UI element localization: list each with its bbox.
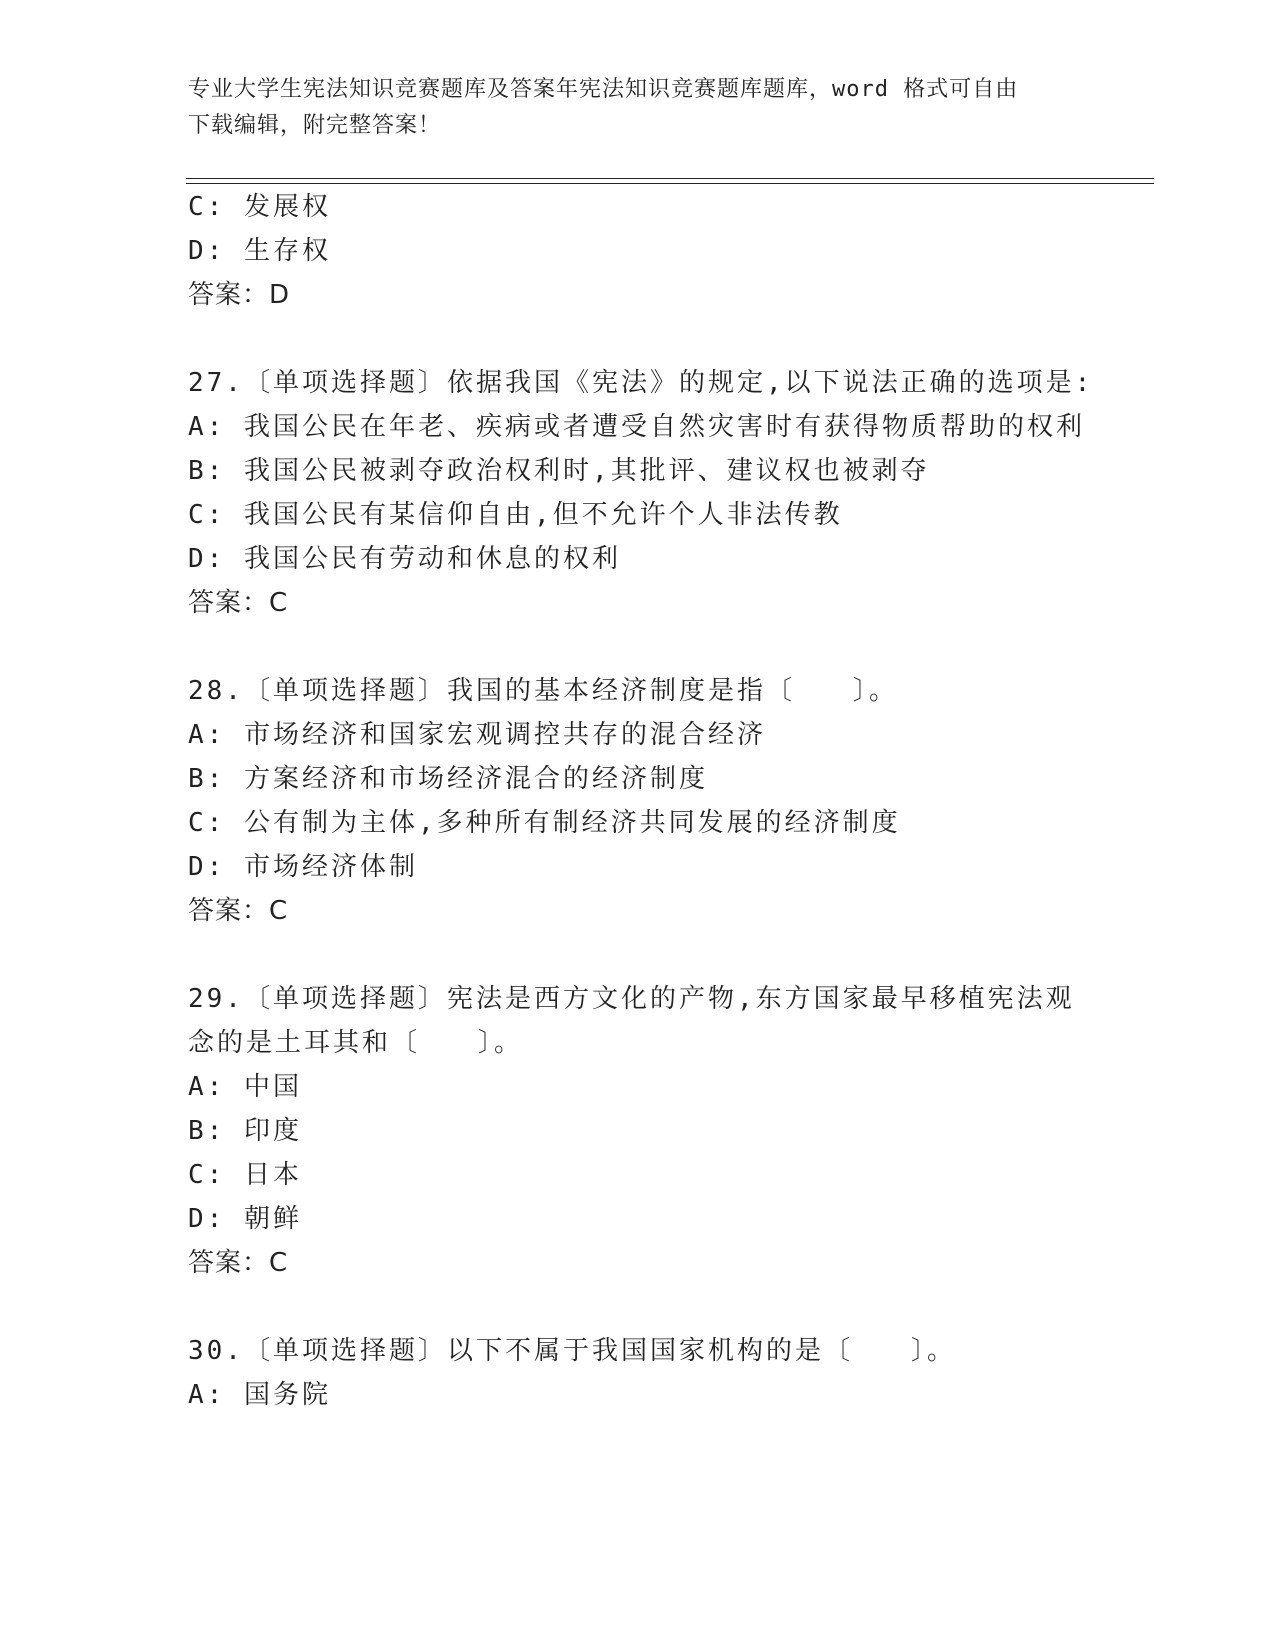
header-rule-top	[186, 178, 1154, 179]
answer: 答案：C	[188, 1248, 289, 1278]
option-c: C: 公有制为主体,多种所有制经济共同发展的经济制度	[188, 808, 901, 838]
option-a: A: 我国公民在年老、疾病或者遭受自然灾害时有获得物质帮助的权利	[188, 412, 1085, 442]
answer: 答案：D	[188, 280, 291, 310]
question-29-line-1: 29.〔单项选择题〕宪法是西方文化的产物,东方国家最早移植宪法观	[188, 984, 1075, 1014]
option-c: C: 我国公民有某信仰自由,但不允许个人非法传教	[188, 500, 843, 530]
header-line-1: 专业大学生宪法知识竞赛题库及答案年宪法知识竞赛题库题库，word 格式可自由	[188, 77, 1019, 102]
answer: 答案：C	[188, 896, 289, 926]
option-d: D: 朝鲜	[188, 1204, 302, 1234]
question-28: 28.〔单项选择题〕我国的基本经济制度是指〔 〕。	[188, 676, 898, 706]
header-line-2: 下载编辑，附完整答案！	[188, 113, 442, 138]
option-d: D: 生存权	[188, 236, 331, 266]
option-c: C: 日本	[188, 1160, 302, 1190]
question-30: 30.〔单项选择题〕以下不属于我国国家机构的是〔 〕。	[188, 1336, 956, 1366]
option-b: B: 印度	[188, 1116, 302, 1146]
option-d: D: 我国公民有劳动和休息的权利	[188, 544, 621, 574]
option-b: B: 方案经济和市场经济混合的经济制度	[188, 764, 708, 794]
question-29-line-2: 念的是土耳其和〔 〕。	[188, 1028, 524, 1058]
option-c: C: 发展权	[188, 192, 331, 222]
option-a: A: 中国	[188, 1072, 302, 1102]
option-b: B: 我国公民被剥夺政治权利时,其批评、建议权也被剥夺	[188, 456, 930, 486]
header-rule-bottom	[186, 183, 1154, 184]
answer: 答案：C	[188, 588, 289, 618]
option-a: A: 市场经济和国家宏观调控共存的混合经济	[188, 720, 766, 750]
page-header	[188, 72, 1068, 144]
question-27: 27.〔单项选择题〕依据我国《宪法》的规定,以下说法正确的选项是:	[188, 368, 1094, 398]
option-d: D: 市场经济体制	[188, 852, 418, 882]
option-a: A: 国务院	[188, 1380, 331, 1410]
